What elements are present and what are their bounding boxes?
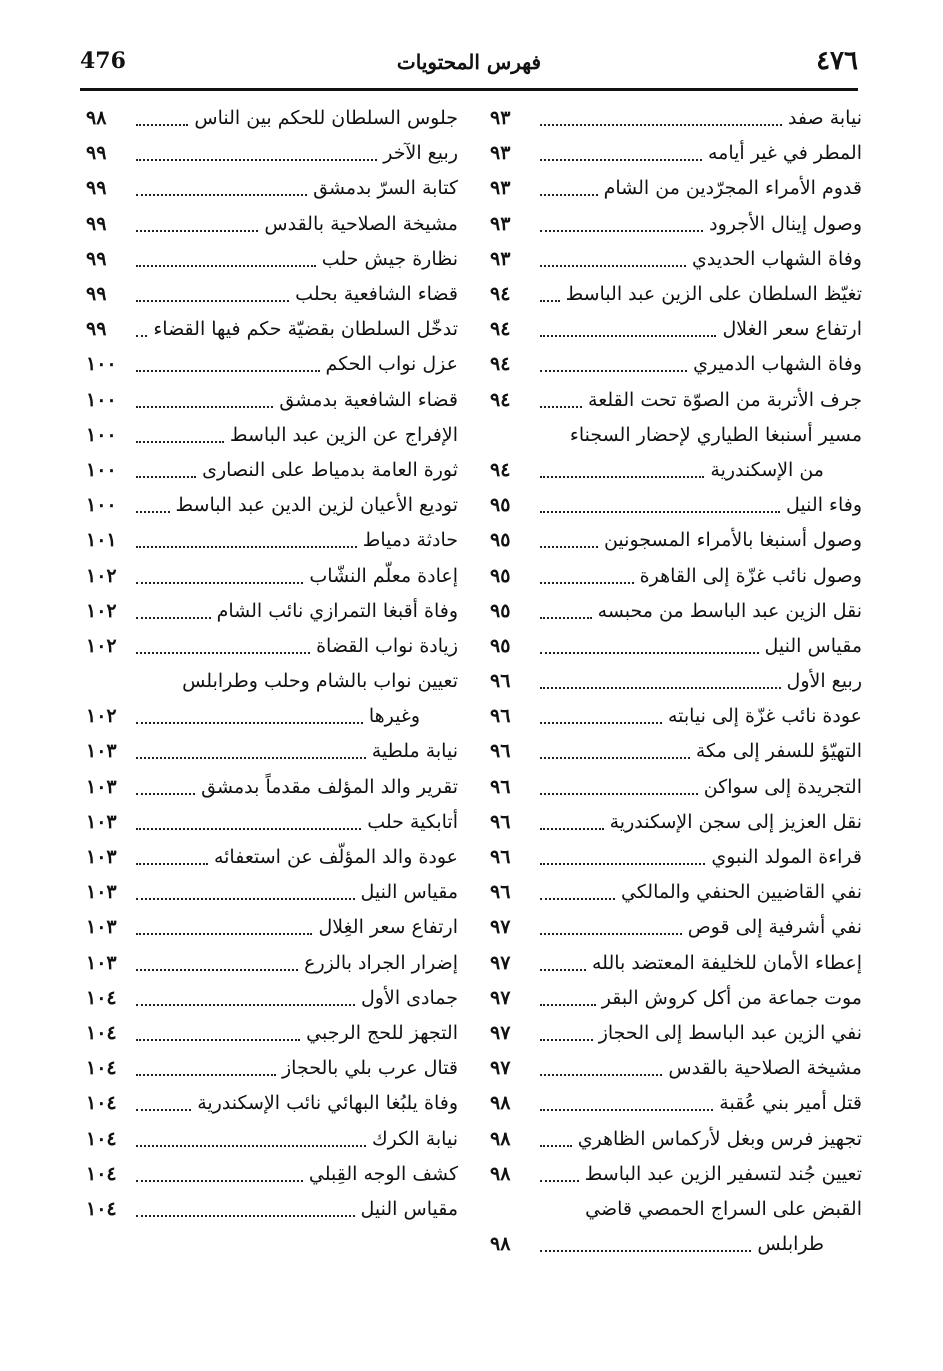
entry-page-number: ٩٦ <box>490 670 511 693</box>
entry-page-number: ١٠٢ <box>86 599 117 622</box>
dot-leader <box>540 369 687 372</box>
toc-entry <box>490 1157 862 1192</box>
toc-entry <box>86 101 458 136</box>
entry-page-number: ٩٤ <box>490 283 511 306</box>
entry-title: وفاة أقبغا التمرازي نائب الشام <box>216 599 458 622</box>
entry-page-number: ١٠٣ <box>86 881 117 904</box>
entry-page-number: ١٠٤ <box>86 1127 117 1150</box>
entry-title: إعادة معلّم النشّاب <box>309 564 458 587</box>
toc-entry <box>490 946 862 981</box>
dot-leader <box>540 193 598 196</box>
dot-leader <box>136 510 170 513</box>
entry-title: قضاء الشافعية بحلب <box>295 283 458 306</box>
dot-leader <box>136 616 211 619</box>
toc-entry <box>490 699 862 734</box>
entry-title: حادثة دمياط <box>362 529 458 552</box>
entry-page-number: ٩٩ <box>86 318 107 341</box>
entry-page-number: ٩٥ <box>490 564 511 587</box>
entry-title: ربيع الآخر <box>383 142 458 165</box>
toc-entry <box>86 770 458 805</box>
toc-entry <box>86 664 458 699</box>
toc-entry <box>490 418 862 453</box>
toc-entry <box>86 383 458 418</box>
toc-entry <box>86 488 458 523</box>
left-column <box>86 101 458 1227</box>
entry-page-number: ٩٨ <box>490 1092 511 1115</box>
toc-entry <box>490 734 862 769</box>
entry-title: طرابلس <box>757 1233 824 1256</box>
dot-leader <box>540 545 598 548</box>
entry-page-number: ٩٦ <box>490 846 511 869</box>
dot-leader <box>540 405 582 408</box>
toc-entry <box>490 207 862 242</box>
dot-leader <box>540 1038 593 1041</box>
entry-title: التجريدة إلى سواكن <box>703 775 862 798</box>
toc-entry <box>490 1192 862 1227</box>
toc-entry <box>490 594 862 629</box>
entry-title: ربيع الأول <box>786 670 862 693</box>
entry-page-number: ٩٣ <box>490 212 511 235</box>
dot-leader <box>136 1003 355 1006</box>
toc-entry <box>86 453 458 488</box>
toc-entry <box>86 594 458 629</box>
dot-leader <box>136 299 289 302</box>
entry-title: وصول أسنبغا بالأمراء المسجونين <box>603 529 862 552</box>
entry-title: ارتفاع سعر الغِلال <box>318 916 458 939</box>
entry-title: من الإسكندرية <box>710 458 824 481</box>
toc-entry <box>86 1121 458 1156</box>
dot-leader <box>540 475 704 478</box>
entry-title: ثورة العامة بدمياط على النصارى <box>202 458 458 481</box>
entry-title: توديع الأعيان لزين الدين عبد الباسط <box>175 494 458 517</box>
entry-title: قدوم الأمراء المجرّدين من الشام <box>603 177 862 200</box>
dot-leader <box>540 897 615 900</box>
entry-title: قراءة المولد النبوي <box>711 846 862 869</box>
entry-page-number: ٩٧ <box>490 1021 511 1044</box>
toc-entry <box>490 629 862 664</box>
dot-leader <box>540 123 782 126</box>
toc-entry <box>490 558 862 593</box>
entry-page-number: ٩٩ <box>86 142 107 165</box>
entry-title: تغيّظ السلطان على الزين عبد الباسط <box>565 283 862 306</box>
page-header <box>80 42 858 82</box>
entry-title: مشيخة الصلاحية بالقدس <box>668 1057 862 1080</box>
entry-title: التهيّؤ للسفر إلى مكة <box>695 740 862 763</box>
entry-title: قضاء الشافعية بدمشق <box>279 388 458 411</box>
entry-page-number: ١٠٤ <box>86 1197 117 1220</box>
entry-title: جلوس السلطان للحكم بين الناس <box>194 107 458 130</box>
dot-leader <box>136 756 366 759</box>
entry-page-number: ١٠٣ <box>86 740 117 763</box>
entry-page-number: ٩٦ <box>490 740 511 763</box>
dot-leader <box>540 721 662 724</box>
entry-page-number: ٩٥ <box>490 494 511 517</box>
dot-leader <box>136 229 258 232</box>
right-column <box>490 101 862 1262</box>
dot-leader <box>136 721 363 724</box>
entry-title: كشف الوجه القِبلي <box>308 1162 458 1185</box>
entry-title: عودة نائب غزّة إلى نيابته <box>667 705 862 728</box>
dot-leader <box>136 581 303 584</box>
entry-title: موت جماعة من أكل كروش البقر <box>601 986 862 1009</box>
toc-entry <box>86 805 458 840</box>
entry-page-number: ٩٨ <box>490 1233 511 1256</box>
entry-page-number: ٩٥ <box>490 599 511 622</box>
dot-leader <box>540 792 698 795</box>
dot-leader <box>540 827 604 830</box>
entry-page-number: ٩٣ <box>490 177 511 200</box>
entry-title: نقل الزين عبد الباسط من محبسه <box>597 599 862 622</box>
toc-entry <box>490 136 862 171</box>
toc-entry <box>86 207 458 242</box>
toc-entry <box>490 664 862 699</box>
dot-leader <box>136 862 208 865</box>
entry-title: ارتفاع سعر الغلال <box>722 318 862 341</box>
entry-page-number: ١٠٠ <box>86 458 117 481</box>
entry-page-number: ٩٤ <box>490 353 511 376</box>
entry-page-number: ١٠٤ <box>86 1092 117 1115</box>
entry-title: تجهيز فرس وبغل لأركماس الظاهري <box>577 1127 862 1150</box>
dot-leader <box>540 334 716 337</box>
entry-title: عزل نواب الحكم <box>325 353 458 376</box>
dot-leader <box>136 193 307 196</box>
entry-title: وفاة يلبُغا البهائي نائب الإسكندرية <box>197 1092 458 1115</box>
toc-entry <box>490 875 862 910</box>
entry-title: مقياس النيل <box>764 634 862 657</box>
dot-leader <box>136 932 312 935</box>
entry-title: وصول نائب غزّة إلى القاهرة <box>639 564 862 587</box>
toc-entry <box>490 383 862 418</box>
dot-leader <box>136 827 361 830</box>
dot-leader <box>136 1179 303 1182</box>
dot-leader <box>136 334 147 337</box>
entry-page-number: ٩٦ <box>490 775 511 798</box>
toc-entry <box>86 1157 458 1192</box>
entry-page-number: ١٠٢ <box>86 705 117 728</box>
toc-entry <box>490 1016 862 1051</box>
toc-entry <box>490 805 862 840</box>
dot-leader <box>540 264 686 267</box>
dot-leader <box>540 686 781 689</box>
entry-page-number: ٩٨ <box>490 1127 511 1150</box>
entry-title: مشيخة الصلاحية بالقدس <box>264 212 458 235</box>
entry-title: إعطاء الأمان للخليفة المعتضد بالله <box>591 951 862 974</box>
dot-leader <box>540 229 703 232</box>
page-number-latin: 476 <box>80 48 126 74</box>
entry-title: كتابة السرّ بدمشق <box>313 177 458 200</box>
entry-page-number: ١٠٢ <box>86 564 117 587</box>
entry-page-number: ١٠٣ <box>86 846 117 869</box>
entry-title: أتابكية حلب <box>367 810 458 833</box>
entry-title: وفاة الشهاب الدميري <box>693 353 862 376</box>
entry-page-number: ١٠٣ <box>86 810 117 833</box>
toc-entry <box>86 558 458 593</box>
entry-page-number: ٩٤ <box>490 458 511 481</box>
toc-entry <box>86 418 458 453</box>
entry-title: جرف الأتربة من الصوّة تحت القلعة <box>588 388 862 411</box>
toc-entry <box>86 1192 458 1227</box>
toc-entry <box>490 312 862 347</box>
entry-page-number: ٩٣ <box>490 142 511 165</box>
toc-entry <box>490 1121 862 1156</box>
entry-page-number: ١٠٤ <box>86 1021 117 1044</box>
toc-entry <box>86 946 458 981</box>
toc-entry <box>86 981 458 1016</box>
entry-title: مسير أسنبغا الطياري لإحضار السجناء <box>569 423 862 446</box>
entry-title: وفاء النيل <box>786 494 862 517</box>
entry-page-number: ٩٦ <box>490 705 511 728</box>
dot-leader <box>136 545 357 548</box>
toc-entry <box>490 523 862 558</box>
entry-title: نفي القاضيين الحنفي والمالكي <box>620 881 862 904</box>
dot-leader <box>540 581 634 584</box>
toc-entry <box>86 629 458 664</box>
dot-leader <box>540 616 592 619</box>
toc-entry <box>86 840 458 875</box>
dot-leader <box>136 1108 191 1111</box>
dot-leader <box>136 440 224 443</box>
entry-title: تدخّل السلطان بقضيّة حكم فيها القضاء <box>153 318 458 341</box>
dot-leader <box>136 1214 355 1217</box>
dot-leader <box>540 1073 662 1076</box>
toc-entry <box>86 699 458 734</box>
entry-title: زيادة نواب القضاة <box>316 634 458 657</box>
dot-leader <box>136 264 316 267</box>
dot-leader <box>136 792 195 795</box>
entry-page-number: ٩٩ <box>86 212 107 235</box>
dot-leader <box>540 932 682 935</box>
entry-page-number: ٩٨ <box>490 1162 511 1185</box>
dot-leader <box>540 299 560 302</box>
entry-title: وفاة الشهاب الحديدي <box>692 247 862 270</box>
toc-entry <box>86 277 458 312</box>
entry-title: وغيرها <box>368 705 420 728</box>
entry-page-number: ١٠٠ <box>86 388 117 411</box>
dot-leader <box>136 123 188 126</box>
entry-title: التجهز للحج الرجبي <box>306 1021 458 1044</box>
entry-title: وصول إينال الأجرود <box>709 212 862 235</box>
entry-title: مقياس النيل <box>360 881 458 904</box>
toc-entry <box>86 1086 458 1121</box>
dot-leader <box>540 1144 572 1147</box>
dot-leader <box>136 475 196 478</box>
entry-title: تعيين جُند لتسفير الزين عبد الباسط <box>584 1162 862 1185</box>
entry-title: القبض على السراج الحمصي قاضي <box>585 1197 862 1220</box>
toc-entry <box>86 910 458 945</box>
entry-page-number: ١٠٣ <box>86 916 117 939</box>
dot-leader <box>540 1249 751 1252</box>
toc-entry <box>490 453 862 488</box>
entry-page-number: ٩٧ <box>490 951 511 974</box>
page-title: فهرس المحتويات <box>396 50 542 74</box>
entry-title: قتال عرب بلي بالحجاز <box>281 1057 458 1080</box>
toc-entry <box>86 1051 458 1086</box>
dot-leader <box>540 1108 713 1111</box>
dot-leader <box>540 651 759 654</box>
dot-leader <box>136 968 298 971</box>
toc-entry <box>490 1227 862 1262</box>
entry-page-number: ٩٧ <box>490 1057 511 1080</box>
entry-page-number: ١٠٣ <box>86 951 117 974</box>
toc-entry <box>490 488 862 523</box>
entry-page-number: ٩٤ <box>490 388 511 411</box>
entry-page-number: ٩٩ <box>86 177 107 200</box>
entry-title: تقرير والد المؤلف مقدماً بدمشق <box>201 775 458 798</box>
toc-entry <box>86 734 458 769</box>
entry-page-number: ٩٤ <box>490 318 511 341</box>
toc-entry <box>490 171 862 206</box>
toc-entry <box>86 1016 458 1051</box>
dot-leader <box>136 405 273 408</box>
dot-leader <box>136 1144 366 1147</box>
toc-entry <box>490 101 862 136</box>
header-rule <box>80 88 858 91</box>
toc-entry <box>490 347 862 382</box>
dot-leader <box>540 862 705 865</box>
entry-page-number: ٩٩ <box>86 247 107 270</box>
toc-entry <box>86 875 458 910</box>
toc-entry <box>86 312 458 347</box>
entry-page-number: ٩٥ <box>490 529 511 552</box>
entry-title: نيابة صفد <box>787 107 862 130</box>
dot-leader <box>540 1003 596 1006</box>
entry-page-number: ٩٧ <box>490 916 511 939</box>
toc-entry <box>86 347 458 382</box>
entry-page-number: ١٠١ <box>86 529 117 552</box>
entry-page-number: ٩٣ <box>490 107 511 130</box>
dot-leader <box>540 968 586 971</box>
entry-title: عودة والد المؤلّف عن استعفائه <box>213 846 458 869</box>
entry-title: المطر في غير أيامه <box>707 142 862 165</box>
page-number-arabic: ٤٧٦ <box>816 46 858 76</box>
entry-title: مقياس النيل <box>360 1197 458 1220</box>
toc-entry <box>86 136 458 171</box>
dot-leader <box>540 510 780 513</box>
toc-entry <box>86 523 458 558</box>
entry-page-number: ٩٧ <box>490 986 511 1009</box>
toc-entry <box>490 277 862 312</box>
entry-page-number: ١٠٠ <box>86 353 117 376</box>
dot-leader <box>136 651 310 654</box>
toc-entry <box>490 770 862 805</box>
entry-title: نظارة جيش حلب <box>321 247 458 270</box>
entry-title: جمادى الأول <box>361 986 458 1009</box>
entry-page-number: ١٠٢ <box>86 634 117 657</box>
entry-page-number: ١٠٠ <box>86 494 117 517</box>
entry-page-number: ٩٥ <box>490 634 511 657</box>
dot-leader <box>136 369 320 372</box>
entry-title: نفي أشرفية إلى قوص <box>687 916 862 939</box>
entry-title: الإفراج عن الزين عبد الباسط <box>229 423 458 446</box>
entry-title: تعيين نواب بالشام وحلب وطرابلس <box>182 670 458 693</box>
dot-leader <box>136 158 377 161</box>
entry-title: نيابة الكرك <box>371 1127 458 1150</box>
toc-entry <box>490 1051 862 1086</box>
entry-page-number: ١٠٤ <box>86 986 117 1009</box>
entry-title: نيابة ملطية <box>371 740 458 763</box>
dot-leader <box>540 756 690 759</box>
entry-page-number: ٩٣ <box>490 247 511 270</box>
entry-page-number: ٩٦ <box>490 810 511 833</box>
entry-title: إضرار الجراد بالزرع <box>304 951 458 974</box>
toc-entry <box>490 242 862 277</box>
toc-entry <box>86 171 458 206</box>
toc-entry <box>490 910 862 945</box>
dot-leader <box>136 1073 276 1076</box>
entry-page-number: ١٠٤ <box>86 1057 117 1080</box>
toc-entry <box>490 840 862 875</box>
entry-title: قتل أمير بني عُقبة <box>719 1092 862 1115</box>
entry-page-number: ٩٦ <box>490 881 511 904</box>
dot-leader <box>136 1038 300 1041</box>
entry-page-number: ١٠٣ <box>86 775 117 798</box>
dot-leader <box>540 1179 579 1182</box>
dot-leader <box>540 158 702 161</box>
dot-leader <box>136 897 355 900</box>
entry-page-number: ٩٨ <box>86 107 107 130</box>
toc-entry <box>490 1086 862 1121</box>
entry-page-number: ١٠٠ <box>86 423 117 446</box>
entry-page-number: ١٠٤ <box>86 1162 117 1185</box>
entry-title: نقل العزيز إلى سجن الإسكندرية <box>609 810 862 833</box>
toc-entry <box>86 242 458 277</box>
entry-page-number: ٩٩ <box>86 283 107 306</box>
entry-title: نفي الزين عبد الباسط إلى الحجاز <box>598 1021 862 1044</box>
toc-entry <box>490 981 862 1016</box>
